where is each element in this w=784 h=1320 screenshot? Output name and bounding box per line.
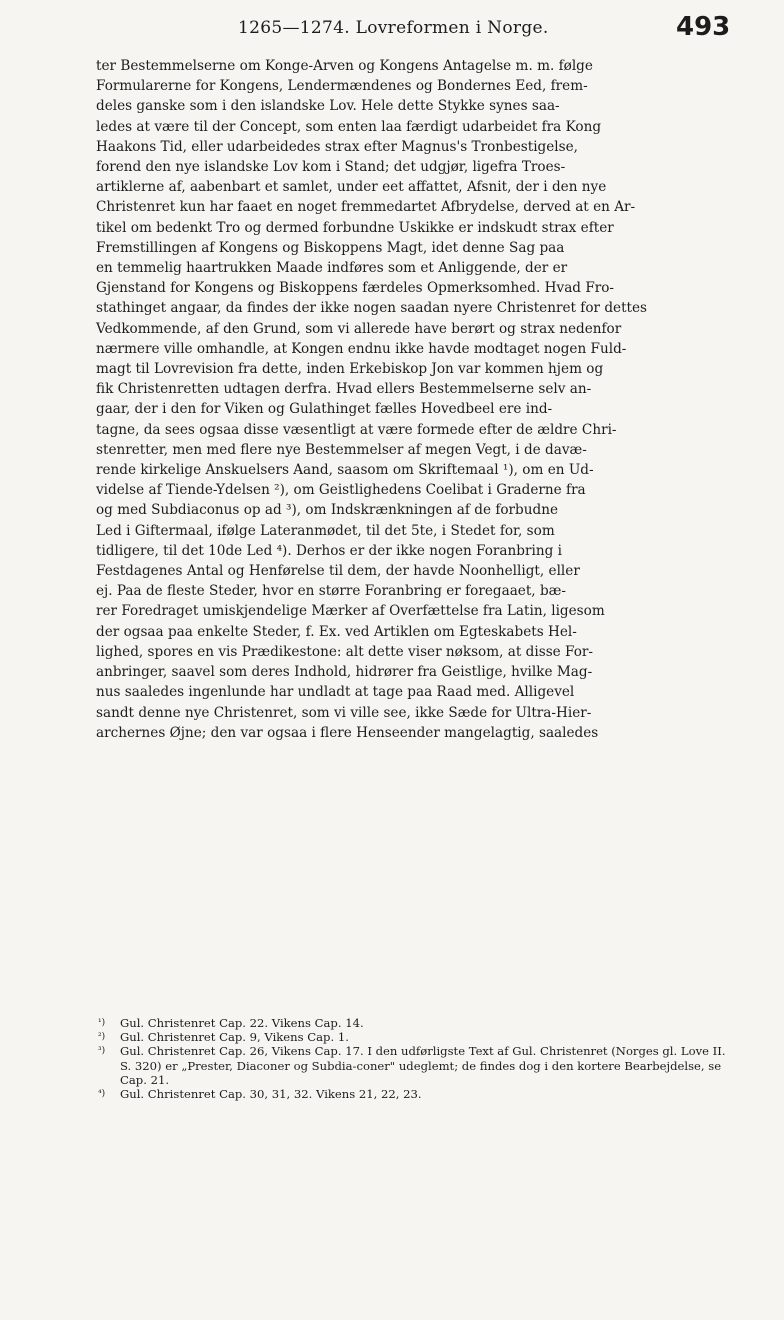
page-header (0, 10, 784, 44)
footnote-3 (98, 1044, 738, 1087)
footnote-text: Gul. Christenret Cap. 22. Vikens Cap. 14. (120, 1016, 364, 1030)
footnote-4 (98, 1087, 738, 1101)
running-head: 1265—1274. Lovreformen i Norge. (238, 18, 549, 38)
footnote-2 (98, 1030, 738, 1044)
footnote-text: Gul. Christenret Cap. 9, Vikens Cap. 1. (120, 1030, 349, 1045)
footnote-mark: ³) (98, 1046, 106, 1057)
page-number: 493 (676, 12, 731, 42)
footnotes (98, 1016, 738, 1101)
footnote-text: Gul. Christenret Cap. 30, 31, 32. Vikens 21, 22, 23. (120, 1087, 422, 1102)
footnote-mark: ⁴) (98, 1089, 106, 1100)
footnote-mark: ²) (98, 1032, 106, 1043)
footnote-1 (98, 1016, 738, 1030)
footnote-mark: ¹) (98, 1018, 106, 1028)
main-paragraph: ter Bestemmelserne om Konge-Arven og Kongens Antagelse m. m. følge Formularerne for Kongens, Lendermændenes og Bondernes Eed, frem- deles ganske som i den islandske Lov. Hele dette Stykke synes saa- ledes at være til der Concept, som enten laa færdigt udarbeidet fra Kong Haakons Tid, eller udarbeidedes strax efter Magnus's Tronbestigelse, forend den nye islandske Lov kom i Stand; det udgjør, ligefra Troes- artiklerne af, aabenbart et samlet, under eet affattet, Afsnit, der i den nye Christenret kun har faaet en noget fremmedartet Afbrydelse, derved at en Ar- tikel om bedenkt Tro og dermed forbundne Uskikke er indskudt strax efter Fremstillingen af Kongens og Biskoppens Magt, idet denne Sag paa en temmelig haartrukken Maade indføres som et Anliggende, der er Gjenstand for Kongens og Biskoppens færdeles Opmerksomhed. Hvad Fro- stathinget angaar, da findes der ikke nogen saadan nyere Christenret for dettes Vedkommende, af den Grund, som vi allerede have berørt og strax nedenfor nærmere ville omhandle, at Kongen endnu ikke havde modtaget nogen Fuld- magt til Lovrevision fra dette, inden Erkebiskop Jon var kommen hjem og fik Christenretten udtagen derfra. Hvad ellers Bestemmelserne selv an- gaar, der i den for Viken og Gulathinget fælles Hovedbeel ere ind- tagne, da sees ogsaa disse væsentligt at være formede efter de ældre Chri- stenretter, men med flere nye Bestemmelser af megen Vegt, i de davæ- rende kirkelige Anskuelsers Aand, saasom om Skriftemaal ¹), om en Ud- videlse af Tiende-Ydelsen ²), om Geistlighedens Coelibat i Graderne fra og med Subdiaconus op ad ³), om Indskrænkningen af de forbudne Led i Giftermaal, ifølge Lateranmødet, til det 5te, i Stedet for, som tidligere, til det 10de Led ⁴). Derhos er der ikke nogen Foranbring i Festdagenes Antal og Henførelse til dem, der havde Noonhelligt, eller ej. Paa de fleste Steder, hvor en større Foranbring er foregaaet, bæ- rer Foredraget umiskjendelige Mærker af Overfættelse fra Latin, ligesom der ogsaa paa enkelte Steder, f. Ex. ved Artiklen om Egteskabets Hel- lighed, spores en vis Prædikestone: alt dette viser nøksom, at disse For- anbringer, saavel som deres Indhold, hidrører fra Geistlige, hvilke Mag- nus saaledes ingenlunde har undladt at tage paa Raad med. Alligevel sandt denne nye Christenret, som vi ville see, ikke Sæde for Ultra-Hier- archernes Øjne; den var ogsaa i flere Henseender mangelagtig, saaledes (96, 58, 648, 741)
body-text (96, 56, 732, 743)
footnote-text: Gul. Christenret Cap. 26, Vikens Cap. 17. I den udførligste Text af Gul. Christenret (Norges gl. Love II. S. 320) er „Prester, Diaconer og Subdia-coner" udeglemt; de findes dog i den kortere Bearbejdelse, se Cap. 21. (120, 1044, 726, 1087)
